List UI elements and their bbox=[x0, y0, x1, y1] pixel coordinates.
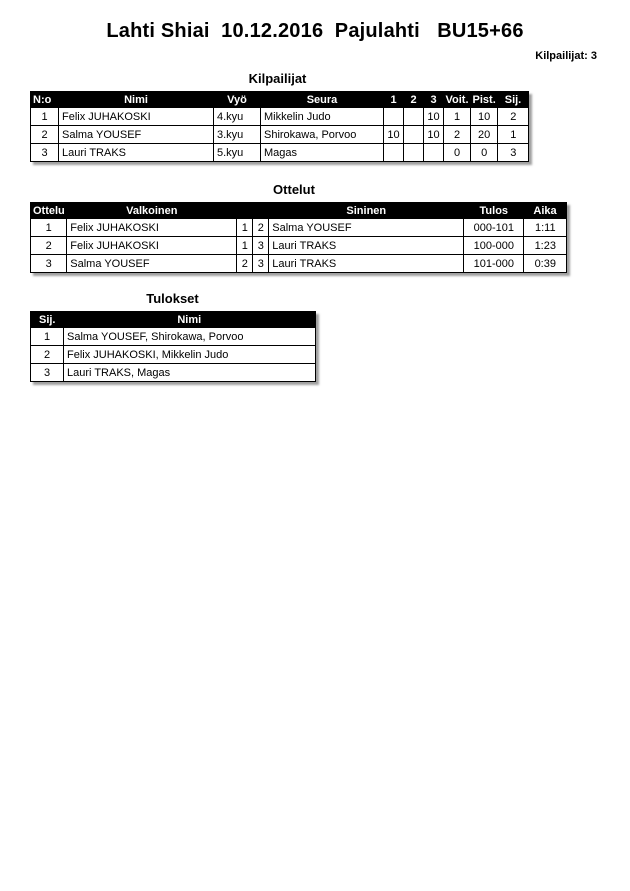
cell-nimi: Lauri TRAKS bbox=[59, 144, 214, 162]
cell-sininen: Lauri TRAKS bbox=[269, 255, 464, 273]
cell-voit: 0 bbox=[444, 144, 471, 162]
cell-sij: 1 bbox=[31, 328, 64, 346]
cell-nimi: Felix JUHAKOSKI, Mikkelin Judo bbox=[64, 346, 316, 364]
tulokset-row bbox=[31, 364, 316, 382]
cell-score-3 bbox=[424, 144, 444, 162]
kilpailijat-table bbox=[30, 91, 529, 162]
cell-tulos: 100-000 bbox=[464, 237, 524, 255]
header-3: 3 bbox=[424, 92, 444, 108]
cell-sininen: Salma YOUSEF bbox=[269, 219, 464, 237]
cell-score-1: 10 bbox=[384, 126, 404, 144]
cell-no: 2 bbox=[31, 126, 59, 144]
cell-voit: 1 bbox=[444, 108, 471, 126]
ottelut-table bbox=[30, 202, 567, 273]
cell-sininen: Lauri TRAKS bbox=[269, 237, 464, 255]
cell-vyo: 3.kyu bbox=[214, 126, 261, 144]
header-aika: Aika bbox=[524, 203, 567, 219]
cell-valkoinen: Felix JUHAKOSKI bbox=[67, 219, 237, 237]
cell-sij: 2 bbox=[31, 346, 64, 364]
header-seura: Seura bbox=[261, 92, 384, 108]
cell-aika: 1:11 bbox=[524, 219, 567, 237]
header-vyo: Vyö bbox=[214, 92, 261, 108]
cell-white-no: 1 bbox=[237, 237, 253, 255]
cell-blue-no: 3 bbox=[253, 255, 269, 273]
cell-sij: 3 bbox=[498, 144, 529, 162]
header-blue-no bbox=[253, 203, 269, 219]
cell-seura: Magas bbox=[261, 144, 384, 162]
tulokset-table bbox=[30, 311, 316, 382]
header-valkoinen: Valkoinen bbox=[67, 203, 237, 219]
cell-no: 1 bbox=[31, 108, 59, 126]
header-voit: Voit. bbox=[445, 93, 469, 106]
cell-nimi: Lauri TRAKS, Magas bbox=[64, 364, 316, 382]
cell-aika: 1:23 bbox=[524, 237, 567, 255]
header-nimi: Nimi bbox=[59, 92, 214, 108]
cell-score-2 bbox=[404, 144, 424, 162]
cell-pist: 0 bbox=[471, 144, 498, 162]
cell-nimi: Felix JUHAKOSKI bbox=[59, 108, 214, 126]
header-sij: Sij. bbox=[498, 92, 529, 108]
kilpailijat-row bbox=[31, 108, 529, 126]
cell-score-1 bbox=[384, 144, 404, 162]
cell-voit: 2 bbox=[444, 126, 471, 144]
cell-blue-no: 2 bbox=[253, 219, 269, 237]
tulokset-row bbox=[31, 328, 316, 346]
cell-sij: 2 bbox=[498, 108, 529, 126]
ottelut-header-row bbox=[31, 203, 567, 219]
cell-score-1 bbox=[384, 108, 404, 126]
cell-nimi: Salma YOUSEF, Shirokawa, Porvoo bbox=[64, 328, 316, 346]
cell-aika: 0:39 bbox=[524, 255, 567, 273]
page-title: Lahti Shiai 10.12.2016 Pajulahti BU15+66 bbox=[106, 20, 524, 42]
cell-score-3: 10 bbox=[424, 126, 444, 144]
cell-tulos: 000-101 bbox=[464, 219, 524, 237]
header-white-no bbox=[237, 203, 253, 219]
tulokset-header-row bbox=[31, 312, 316, 328]
ottelut-row bbox=[31, 219, 567, 237]
cell-nimi: Salma YOUSEF bbox=[59, 126, 214, 144]
header-tulos: Tulos bbox=[464, 203, 524, 219]
kilpailijat-header-row bbox=[31, 92, 529, 108]
header-1: 1 bbox=[384, 92, 404, 108]
cell-sij: 3 bbox=[31, 364, 64, 382]
kilpailijat-row bbox=[31, 144, 529, 162]
cell-vyo: 4.kyu bbox=[214, 108, 261, 126]
cell-blue-no: 3 bbox=[253, 237, 269, 255]
cell-pist: 10 bbox=[471, 108, 498, 126]
cell-no: 3 bbox=[31, 144, 59, 162]
ottelut-section-title: Ottelut bbox=[273, 182, 315, 197]
cell-match-no: 1 bbox=[31, 219, 67, 237]
cell-white-no: 1 bbox=[237, 219, 253, 237]
header-2: 2 bbox=[404, 92, 424, 108]
header-no: N:o bbox=[31, 92, 59, 108]
cell-pist: 20 bbox=[471, 126, 498, 144]
cell-match-no: 2 bbox=[31, 237, 67, 255]
cell-score-2 bbox=[404, 108, 424, 126]
ottelut-row bbox=[31, 237, 567, 255]
cell-valkoinen: Felix JUHAKOSKI bbox=[67, 237, 237, 255]
cell-seura: Mikkelin Judo bbox=[261, 108, 384, 126]
cell-score-3: 10 bbox=[424, 108, 444, 126]
header-sij: Sij. bbox=[31, 312, 64, 328]
cell-white-no: 2 bbox=[237, 255, 253, 273]
kilpailijat-row bbox=[31, 126, 529, 144]
competitors-count-label: Kilpailijat: 3 bbox=[535, 50, 597, 62]
cell-score-2 bbox=[404, 126, 424, 144]
cell-tulos: 101-000 bbox=[464, 255, 524, 273]
header-nimi: Nimi bbox=[64, 312, 316, 328]
cell-seura: Shirokawa, Porvoo bbox=[261, 126, 384, 144]
tulokset-row bbox=[31, 346, 316, 364]
cell-vyo: 5.kyu bbox=[214, 144, 261, 162]
cell-valkoinen: Salma YOUSEF bbox=[67, 255, 237, 273]
cell-sij: 1 bbox=[498, 126, 529, 144]
tulokset-section-title: Tulokset bbox=[146, 291, 199, 306]
cell-match-no: 3 bbox=[31, 255, 67, 273]
header-ottelu: Ottelu bbox=[31, 203, 67, 219]
ottelut-row bbox=[31, 255, 567, 273]
header-sininen: Sininen bbox=[269, 203, 464, 219]
kilpailijat-section-title: Kilpailijat bbox=[248, 71, 307, 86]
header-pist: Pist. bbox=[472, 93, 496, 106]
